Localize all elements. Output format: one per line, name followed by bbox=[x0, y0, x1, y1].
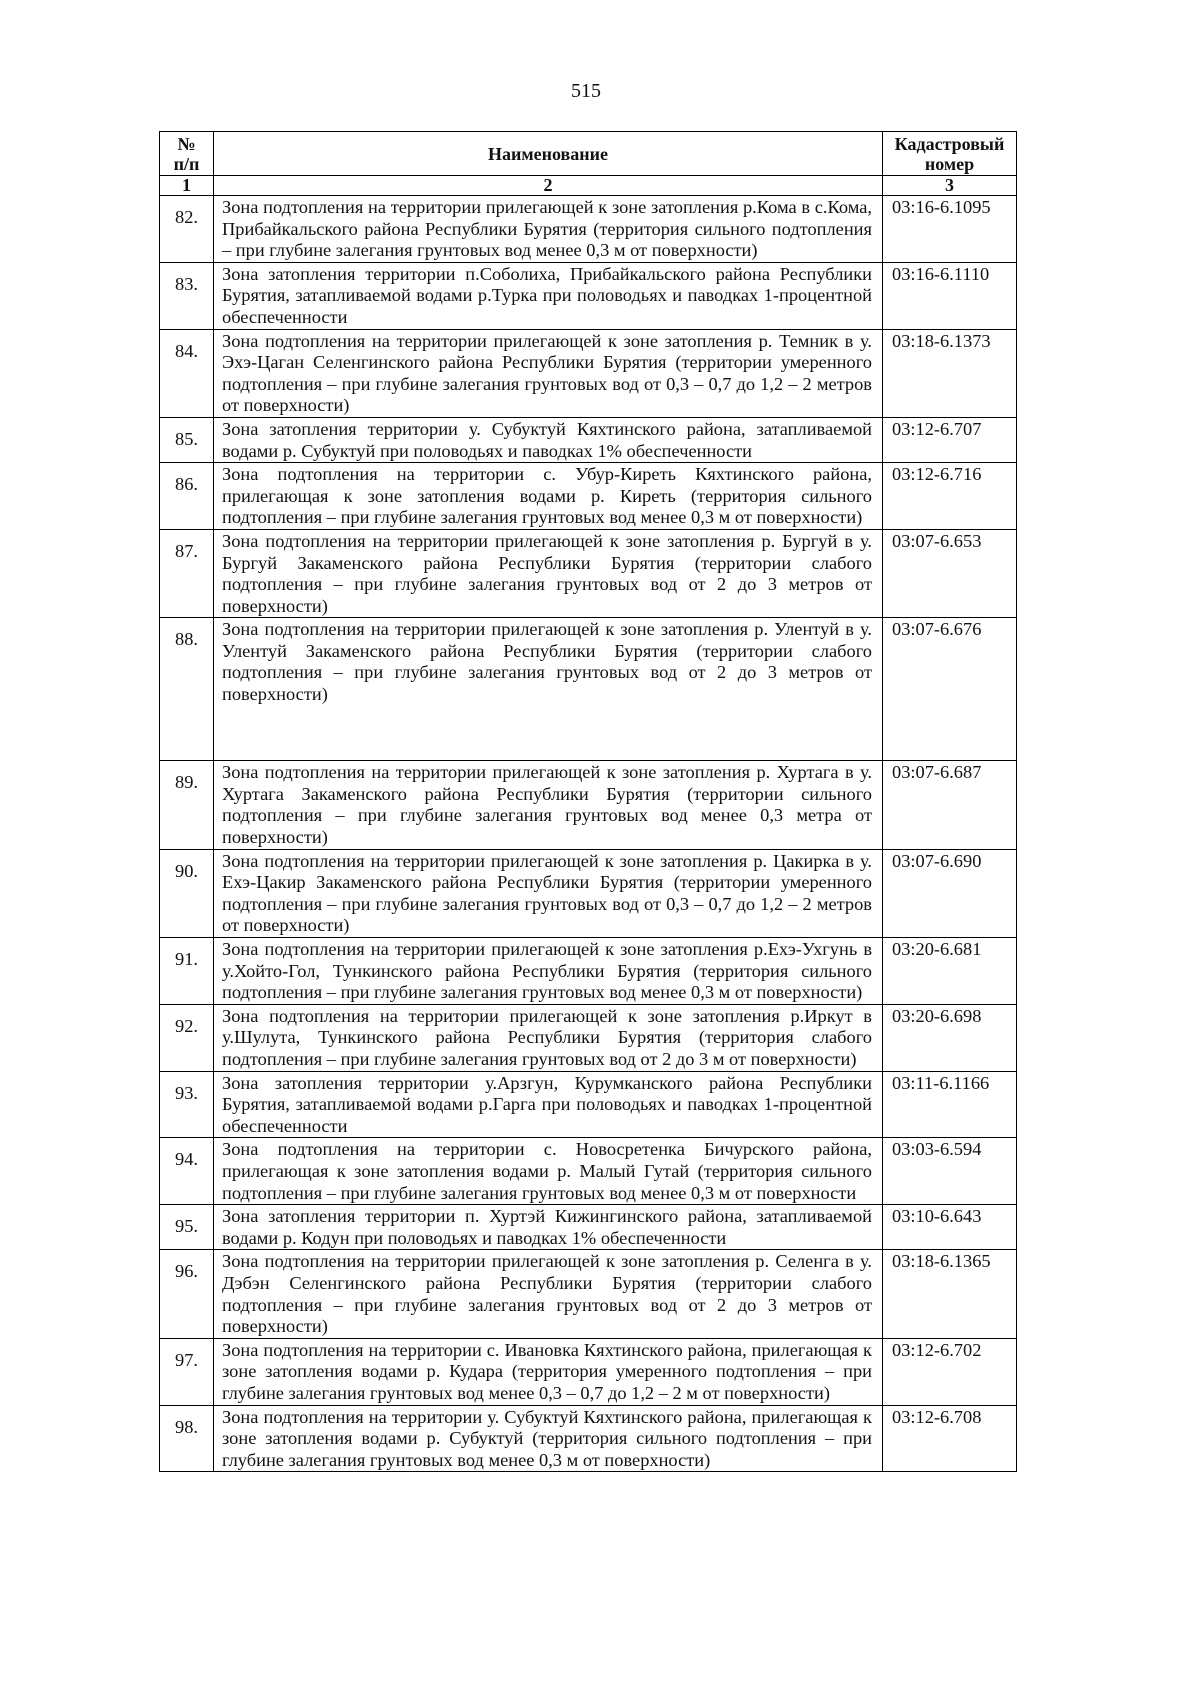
table-row bbox=[160, 417, 1017, 462]
zone-name: Зона подтопления на территории у. Субуктуй Кяхтинского района, прилегающая к зоне затопления водами р. Субуктуй (территория сильного подтопления – при глубине залегания грунтовых вод менее 0,3 м от поверхности) bbox=[214, 1405, 883, 1472]
cadastral-number: 03:20-6.698 bbox=[883, 1004, 1017, 1071]
cadastral-number: 03:12-6.707 bbox=[883, 417, 1017, 462]
table-row bbox=[160, 1004, 1017, 1071]
row-number: 85. bbox=[160, 417, 214, 462]
zone-name: Зона подтопления на территории прилегающей к зоне затопления р. Селенга в у. Дэбэн Селенгинского района Республики Бурятия (территории слабого подтопления – при глубине залегания грунтовых вод от 2 до 3 метров от поверхности) bbox=[214, 1250, 883, 1338]
zone-name: Зона подтопления на территории прилегающей к зоне затопления р. Темник в у. Эхэ-Цаган Селенгинского района Республики Бурятия (территории умеренного подтопления – при глубине залегания грунтовых вод от 0,3 – 0,7 до 1,2 – 2 метров от поверхности) bbox=[214, 329, 883, 417]
cadastral-number: 03:16-6.1110 bbox=[883, 262, 1017, 329]
cadastral-number: 03:12-6.708 bbox=[883, 1405, 1017, 1472]
table-row bbox=[160, 618, 1017, 761]
zone-name: Зона подтопления на территории прилегающей к зоне затопления р. Улентуй в у. Улентуй Закаменского района Республики Бурятия (территории слабого подтопления – при глубине залегания грунтовых вод от 2 до 3 метров от поверхности) bbox=[214, 618, 883, 761]
row-number: 87. bbox=[160, 529, 214, 617]
zone-name: Зона подтопления на территории с. Ивановка Кяхтинского района, прилегающая к зоне затопления водами р. Кудара (территория умеренного подтопления – при глубине залегания грунтовых вод менее 0,3 – 0,7 до 1,2 – 2 м от поверхности) bbox=[214, 1338, 883, 1405]
zone-name: Зона затопления территории п. Хуртэй Кижингинского района, затапливаемой водами р. Кодун при половодьях и паводках 1% обеспеченности bbox=[214, 1205, 883, 1250]
table-row bbox=[160, 1205, 1017, 1250]
column-index-3: 3 bbox=[883, 176, 1017, 196]
header-name: Наименование bbox=[214, 132, 883, 176]
zone-name: Зона подтопления на территории прилегающей к зоне затопления р. Бургуй в у. Бургуй Закаменского района Республики Бурятия (территории слабого подтопления – при глубине залегания грунтовых вод от 2 до 3 метров от поверхности) bbox=[214, 529, 883, 617]
zone-name: Зона затопления территории п.Соболиха, Прибайкальского района Республики Бурятия, затапливаемой водами р.Турка при половодьях и паводках 1-процентной обеспеченности bbox=[214, 262, 883, 329]
zone-name: Зона подтопления на территории прилегающей к зоне затопления р.Иркут в у.Шулута, Тункинского района Республики Бурятия (территория слабого подтопления – при глубине залегания грунтовых вод от 2 до 3 м от поверхности) bbox=[214, 1004, 883, 1071]
column-index-2: 2 bbox=[214, 176, 883, 196]
cadastral-number: 03:03-6.594 bbox=[883, 1138, 1017, 1205]
table-row bbox=[160, 196, 1017, 263]
zones-table bbox=[159, 131, 1017, 1472]
cadastral-number: 03:12-6.716 bbox=[883, 463, 1017, 530]
row-number: 94. bbox=[160, 1138, 214, 1205]
table-row bbox=[160, 938, 1017, 1005]
row-number: 93. bbox=[160, 1071, 214, 1138]
row-number: 96. bbox=[160, 1250, 214, 1338]
table-row bbox=[160, 1250, 1017, 1338]
row-number: 95. bbox=[160, 1205, 214, 1250]
cadastral-number: 03:07-6.690 bbox=[883, 849, 1017, 937]
row-number: 97. bbox=[160, 1338, 214, 1405]
row-number: 98. bbox=[160, 1405, 214, 1472]
cadastral-number: 03:12-6.702 bbox=[883, 1338, 1017, 1405]
header-number bbox=[160, 132, 214, 176]
row-number: 82. bbox=[160, 196, 214, 263]
header-row bbox=[160, 132, 1017, 176]
row-number: 83. bbox=[160, 262, 214, 329]
zone-name: Зона подтопления на территории с. Новосретенка Бичурского района, прилегающая к зоне затопления водами р. Малый Гутай (территория сильного подтопления – при глубине залегания грунтовых вод менее 0,3 м от поверхности bbox=[214, 1138, 883, 1205]
zone-name: Зона подтопления на территории прилегающей к зоне затопления р. Цакирка в у. Ехэ-Цакир Закаменского района Республики Бурятия (территории умеренного подтопления – при глубине залегания грунтовых вод от 0,3 – 0,7 до 1,2 – 2 метров от поверхности) bbox=[214, 849, 883, 937]
cadastral-number: 03:16-6.1095 bbox=[883, 196, 1017, 263]
cadastral-number: 03:10-6.643 bbox=[883, 1205, 1017, 1250]
cadastral-number: 03:07-6.653 bbox=[883, 529, 1017, 617]
zone-name: Зона подтопления на территории прилегающей к зоне затопления р.Ехэ-Ухгунь в у.Хойто-Гол, Тункинского района Республики Бурятия (территория сильного подтопления – при глубине залегания грунтовых вод менее 0,3 м от поверхности) bbox=[214, 938, 883, 1005]
row-number: 86. bbox=[160, 463, 214, 530]
table-row bbox=[160, 1138, 1017, 1205]
zone-name: Зона затопления территории у.Арзгун, Курумканского района Республики Бурятия, затапливаемой водами р.Гарга при половодьях и паводках 1-процентной обеспеченности bbox=[214, 1071, 883, 1138]
table-row bbox=[160, 329, 1017, 417]
cadastral-number: 03:18-6.1365 bbox=[883, 1250, 1017, 1338]
table-row bbox=[160, 1071, 1017, 1138]
header-number-abbr: п/п bbox=[173, 153, 200, 174]
zone-name: Зона подтопления на территории с. Убур-Киреть Кяхтинского района, прилегающая к зоне затопления водами р. Киреть (территория сильного подтопления – при глубине залегания грунтовых вод менее 0,3 м от поверхности) bbox=[214, 463, 883, 530]
row-number: 89. bbox=[160, 761, 214, 849]
table-header bbox=[160, 132, 1017, 196]
row-number: 91. bbox=[160, 938, 214, 1005]
table-row bbox=[160, 529, 1017, 617]
row-number: 92. bbox=[160, 1004, 214, 1071]
cadastral-number: 03:07-6.687 bbox=[883, 761, 1017, 849]
cadastral-number: 03:07-6.676 bbox=[883, 618, 1017, 761]
row-number: 84. bbox=[160, 329, 214, 417]
table-row bbox=[160, 1338, 1017, 1405]
header-number-symbol: № bbox=[177, 133, 196, 154]
row-number: 88. bbox=[160, 618, 214, 761]
column-index-1: 1 bbox=[160, 176, 214, 196]
cadastral-number: 03:20-6.681 bbox=[883, 938, 1017, 1005]
table-row bbox=[160, 463, 1017, 530]
row-number: 90. bbox=[160, 849, 214, 937]
cadastral-number: 03:11-6.1166 bbox=[883, 1071, 1017, 1138]
table-row bbox=[160, 761, 1017, 849]
header-cadastral: Кадастровый номер bbox=[883, 132, 1017, 176]
table-row bbox=[160, 262, 1017, 329]
zone-name: Зона затопления территории у. Субуктуй Кяхтинского района, затапливаемой водами р. Субуктуй при половодьях и паводках 1% обеспеченности bbox=[214, 417, 883, 462]
table-row bbox=[160, 1405, 1017, 1472]
zone-name: Зона подтопления на территории прилегающей к зоне затопления р. Хуртага в у. Хуртага Закаменского района Республики Бурятия (территории сильного подтопления – при глубине залегания грунтовых вод менее 0,3 метра от поверхности) bbox=[214, 761, 883, 849]
page-number: 515 bbox=[571, 80, 601, 102]
zone-name: Зона подтопления на территории прилегающей к зоне затопления р.Кома в с.Кома, Прибайкальского района Республики Бурятия (территория сильного подтопления – при глубине залегания грунтовых вод менее 0,3 м от поверхности) bbox=[214, 196, 883, 263]
column-index-row bbox=[160, 176, 1017, 196]
table-row bbox=[160, 849, 1017, 937]
cadastral-number: 03:18-6.1373 bbox=[883, 329, 1017, 417]
table-body bbox=[160, 196, 1017, 1472]
